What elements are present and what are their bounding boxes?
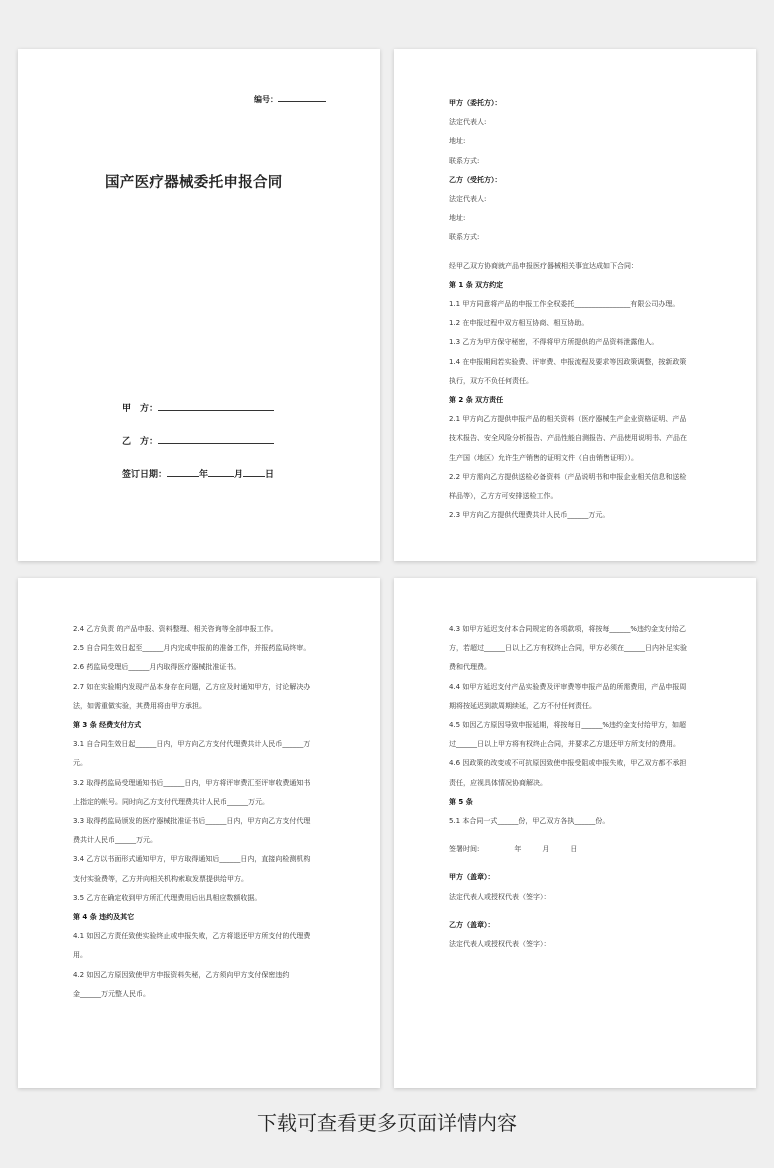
year-label: 年 <box>199 470 209 480</box>
paragraph-line: 1.1 甲方同意将产品的申报工作全权委托________________有限公司办理。 <box>449 300 680 309</box>
paragraph-line: 4.1 如因乙方责任致使实验终止或申报失败，乙方将退还甲方所支付的代理费 <box>73 932 311 941</box>
contract-page-2 <box>394 49 756 561</box>
paragraph-line: 3.5 乙方在确定收到甲方所汇代理费用后出具相应数额收据。 <box>73 893 262 902</box>
paragraph-line: 支付实验费等，乙方并向相关机构索取发票提供给甲方。 <box>73 874 248 883</box>
section-heading: 乙方（盖章）： <box>449 920 495 929</box>
year-underline <box>167 467 199 477</box>
paragraph-line: 法定代表人或授权代表（签字）： <box>449 940 551 949</box>
serial-number-field <box>254 92 326 105</box>
paragraph-line: 5.1 本合同一式______份，甲乙双方各执______份。 <box>449 817 610 826</box>
download-hint: 下载可查看更多页面详情内容 <box>257 1111 517 1135</box>
party-b-label: 乙 方： <box>122 437 159 447</box>
paragraph-line: 联系方式: <box>449 233 480 242</box>
paragraph-gap <box>449 907 716 916</box>
paragraph-line: 4.4 如甲方延迟支付产品实验费及评审费等申报产品的所需费用，产品申报周 <box>449 682 687 691</box>
day-label: 日 <box>265 470 275 480</box>
paragraph-line: 4.2 如因乙方原因致使甲方申报资料失秘，乙方须向甲方支付保密违约 <box>73 970 290 979</box>
contract-title: 国产医疗器械委托申报合同 <box>105 175 283 191</box>
paragraph-line: 地址: <box>449 137 466 146</box>
paragraph-line: 经甲乙双方协商就产品申报医疗器械相关事宜达成如下合同： <box>449 261 638 270</box>
serial-label: 编号： <box>254 95 278 104</box>
paragraph-line: 法定代表人: <box>449 118 487 127</box>
party-a-label: 甲 方： <box>122 404 159 414</box>
paragraph-line: 签署时间: 年 月 日 <box>449 845 578 854</box>
section-heading: 第 2 条 双方责任 <box>449 396 504 405</box>
paragraph-gap <box>449 859 716 868</box>
paragraph-line: 方，若超过______日以上乙方有权终止合同，甲方必须在______日内补足实验 <box>449 644 687 653</box>
cover-page <box>18 49 380 561</box>
paragraph-line: 样品等），乙方方可安排送检工作。 <box>449 492 558 501</box>
paragraph-line: 金______万元整人民币。 <box>73 989 150 998</box>
section-heading: 第 3 条 经费支付方式 <box>73 721 142 730</box>
paragraph-line: 上指定的帐号。同时向乙方支付代理费共计人民币______万元。 <box>73 797 269 806</box>
party-a-line <box>122 401 274 414</box>
paragraph-line: 法定代表人: <box>449 195 487 204</box>
page-3-content <box>73 620 340 1004</box>
serial-underline <box>278 92 326 102</box>
section-heading: 甲方（盖章）： <box>449 873 495 882</box>
paragraph-line: 法定代表人或授权代表（签字）： <box>449 892 551 901</box>
paragraph-gap <box>449 831 716 840</box>
paragraph-line: 3.4 乙方以书面形式通知甲方，甲方取得通知后______日内，直接向检测机构 <box>73 855 311 864</box>
section-heading: 第 5 条 <box>449 797 473 806</box>
paragraph-line: 联系方式: <box>449 156 480 165</box>
section-heading: 乙方（受托方）： <box>449 175 502 184</box>
paragraph-line: 2.2 甲方需向乙方提供送检必备资料（产品说明书和申报企业相关信息和送检 <box>449 472 687 481</box>
paragraph-line: 2.7 如在实验期内发现产品本身存在问题，乙方应及时通知甲方，讨论解决办 <box>73 682 311 691</box>
paragraph-line: 技术报告、安全风险分析报告、产品性能自测报告、产品使用说明书、产品在 <box>449 434 687 443</box>
paragraph-line: 用。 <box>73 951 87 960</box>
paragraph-line: 2.1 甲方向乙方提供申报产品的相关资料（医疗器械生产企业资格证明、产品 <box>449 415 687 424</box>
page-4-content <box>449 620 716 954</box>
paragraph-line: 3.1 自合同生效日起______日内，甲方向乙方支付代理费共计人民币______万 <box>73 740 311 749</box>
sign-date-label: 签订日期： <box>122 470 168 480</box>
paragraph-line: 期将按延迟到款周期续延，乙方不付任何责任。 <box>449 701 596 710</box>
paragraph-line: 1.3 乙方为甲方保守秘密，不得将甲方所提供的产品资料泄露他人。 <box>449 338 659 347</box>
paragraph-line: 2.5 自合同生效日起至______月内完成申报前的准备工作，并报药监局终审。 <box>73 644 311 653</box>
paragraph-line: 1.2 在申报过程中双方相互协商、相互协助。 <box>449 319 589 328</box>
paragraph-line: 3.2 取得药监局受理通知书后______日内，甲方将评审费汇至评审收费通知书 <box>73 778 311 787</box>
paragraph-line: 2.6 药监局受理后______月内取得医疗器械批准证书。 <box>73 663 241 672</box>
month-label: 月 <box>234 470 244 480</box>
party-a-underline <box>158 401 274 411</box>
paragraph-line: 1.4 在申报期间若实验费、评审费、申报流程及要求等因政策调整，按新政策 <box>449 357 687 366</box>
sign-date-line <box>122 467 274 480</box>
paragraph-line: 2.3 甲方向乙方提供代理费共计人民币______万元。 <box>449 511 610 520</box>
paragraph-line: 责任，应视具体情况协商解决。 <box>449 778 547 787</box>
month-underline <box>208 467 234 477</box>
paragraph-line: 元。 <box>73 759 87 768</box>
paragraph-line: 法，如需重做实验，其费用将由甲方承担。 <box>73 701 206 710</box>
page-2-content <box>449 94 716 525</box>
section-heading: 第 4 条 违约及其它 <box>73 913 135 922</box>
section-heading: 甲方（委托方）： <box>449 99 502 107</box>
paragraph-line: 地址: <box>449 214 466 223</box>
paragraph-line: 生产国（地区）允许生产销售的证明文件（自由销售证明））。 <box>449 453 638 462</box>
paragraph-line: 费和代理费。 <box>449 663 491 672</box>
section-heading: 第 1 条 双方约定 <box>449 280 504 289</box>
paragraph-line: 4.6 因政策的改变或不可抗原因致使申报受阻或申报失败，甲乙双方都不承担 <box>449 759 687 768</box>
day-underline <box>243 467 265 477</box>
paragraph-line: 4.5 如因乙方原因导致申报延期，将按每日______%违约金支付给甲方，如超 <box>449 721 687 730</box>
paragraph-line: 3.3 取得药监局颁发的医疗器械批准证书后______日内，甲方向乙方支付代理 <box>73 817 311 826</box>
paragraph-gap <box>449 248 716 257</box>
paragraph-line: 2.4 乙方负责 的产品申报、资料整理、相关咨询等全部申报工作。 <box>73 625 278 633</box>
paragraph-line: 执行，双方不负任何责任。 <box>449 376 533 385</box>
contract-page-4 <box>394 578 756 1088</box>
contract-page-3 <box>18 578 380 1088</box>
paragraph-line: 过______日以上甲方将有权终止合同，并要求乙方退还甲方所支付的费用。 <box>449 740 680 749</box>
party-b-underline <box>158 434 274 444</box>
paragraph-line: 费共计人民币______万元。 <box>73 836 157 845</box>
party-b-line <box>122 434 274 447</box>
paragraph-line: 4.3 如甲方延迟支付本合同规定的各项款项，将按每______%违约金支付给乙 <box>449 625 687 633</box>
